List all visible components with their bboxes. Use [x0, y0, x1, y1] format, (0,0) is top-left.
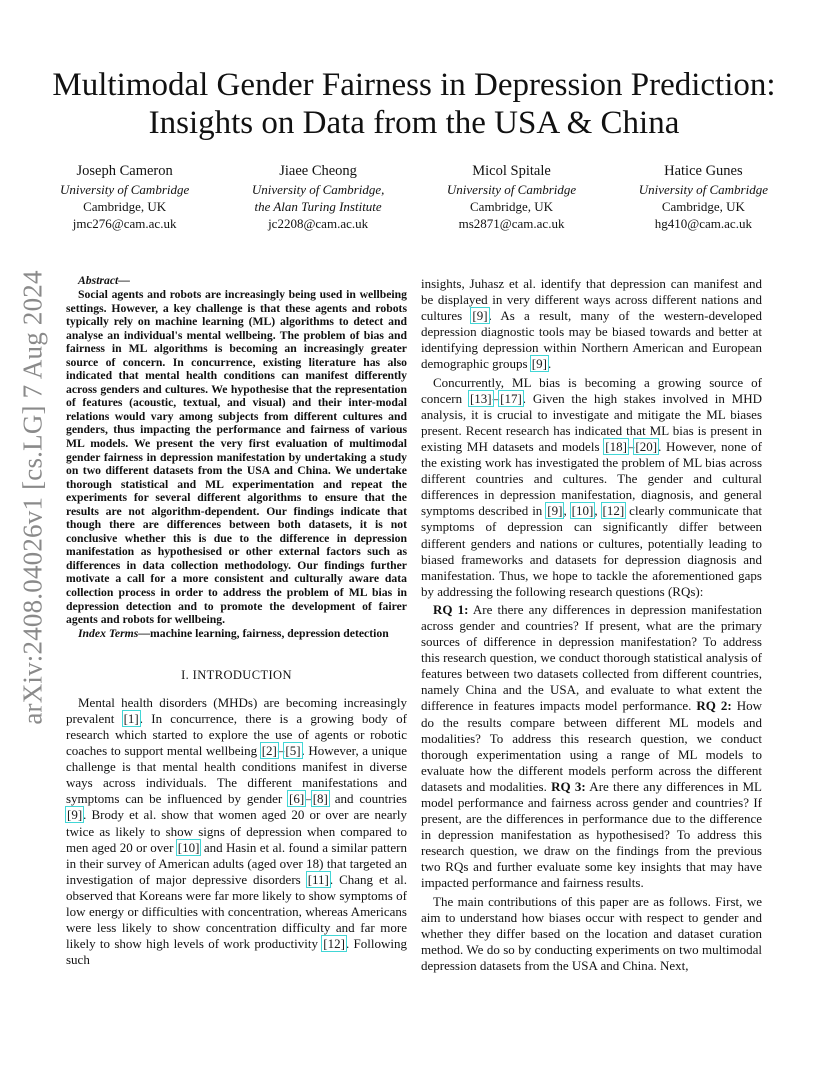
citation-link[interactable]: [6]: [289, 791, 305, 807]
author-2: [252, 162, 385, 232]
author-affiliation: University of Cambridge: [60, 182, 190, 197]
citation-link[interactable]: [9]: [547, 503, 563, 519]
citation-link[interactable]: [9]: [67, 807, 83, 823]
contributions-paragraph: The main contributions of this paper are as follows. First, we aim to understand how biases occur with respect to gender and whether they differ based on the location and dataset curation method. We do so by conducting experiments on two multimodal depression datasets from the USA and China. Next,: [421, 893, 762, 973]
author-3: [447, 162, 576, 232]
ml-bias-paragraph: Concurrently, ML bias is becoming a growing source of concern [13]–[17]. Given the high stakes involved in MHD analysis, it is crucial to investigate and mitigate the ML biases present. Recent research has indicated that ML bias is present in existing MH datasets and models [18]–[20]. However, none of the existing work has investigated the problem of ML bias across different countries and cultures. The gender and cultural differences in depression manifestation, diagnosis, and general symptoms described in [9], [10], [12] clearly communicate that symptoms of depression can significantly differ between different genders and nations or cultures, potentially leading to biased frameworks and datasets for depression diagnosis and manifestation. Thus, we hope to tackle the aforementioned gaps by addressing the following research questions (RQs):: [421, 374, 763, 599]
right-column: [421, 276, 762, 974]
section-heading-introduction: I. INTRODUCTION: [181, 667, 292, 682]
abstract-text: Social agents and robots are increasingly being used in wellbeing settings. However, a key challenge is that these agents and robots typically rely on machine learning (ML) algorithms to detect and analyse an individual's mental wellbeing. The problem of bias and fairness in ML algorithms is becoming an increasingly greater source of concern. In concurrence, existing literature has also indicated that mental health conditions can manifest differently across genders and cultures. We hypothesise that the representation of features (acoustic, textual, and visual) and their inter-modal relations would vary among subjects from different cultures and genders, thus impacting the performance and fairness of various ML models. We present the very first evaluation of multimodal gender fairness in depression manifestation by undertaking a study on two different datasets from the USA and China. We undertake thorough statistical and ML experimentation and repeat the experiments for several different algorithms to ensure that the results are not algorithm-dependent. Our findings indicate that though there are differences between both datasets, it is not conclusive whether this is due to the difference in depression manifestation as hypothesised or other external factors such as differences in data collection methodology. Our findings further motivate a call for a more consistent and culturally aware data collection process in order to address the problem of ML bias in depression detection and to promote the development of fairer agents and robots for wellbeing.: [66, 288, 407, 627]
citation-link[interactable]: [12]: [602, 503, 625, 519]
research-question-label: RQ 1:: [433, 601, 469, 617]
arxiv-identifier-text: arXiv:2408.04026v1 [cs.LG] 7 Aug 2024: [17, 269, 48, 725]
citation-link[interactable]: [11]: [307, 871, 329, 887]
author-name: Joseph Cameron: [76, 163, 173, 179]
left-column: [66, 274, 407, 968]
intro-paragraph: Mental health disorders (MHDs) are becoming increasingly prevalent [1]. In concurrence, there is a growing body of research which started to explore the use of agents or robotic coaches to support mental wellbeing [2]–[5]. However, a unique challenge is that mental health conditions manifest in diverse ways across individuals. The different manifestations and symptoms can be influenced by gender [6]–[8] and countries [9]. Brody et al. show that women aged 20 or over are nearly twice as likely to show signs of depression when compared to men aged 20 or over [10] and Hasin et al. found a similar pattern in their survey of American adults (aged over 18) that targeted an investigation of major depressive disorders [11]. Chang et al. observed that Koreans were far more likely to show symptoms of low energy or difficulties with concentration, whereas Americans were less likely to show concentration difficulty and far more likely to show high levels of work productivity [12]. Following such: [66, 694, 408, 968]
author-1: [60, 162, 189, 232]
author-name: Hatice Gunes: [664, 163, 743, 179]
intro-paragraph-continued: insights, Juhasz et al. identify that depression can manifest and be displayed in very different ways across different nations and cultures [9]. As a result, many of the western-developed depression diagnostic tools may be biased towards and better at identifying depression within Northern American and European demographic groups [9].: [421, 276, 762, 372]
author-location: Cambridge, UK: [83, 199, 167, 214]
citation-link[interactable]: [1]: [123, 710, 139, 726]
author-name: Jiaee Cheong: [279, 163, 357, 179]
author-email: ms2871@cam.ac.uk: [458, 216, 565, 231]
index-terms-label: Index Terms: [78, 626, 139, 640]
citation-link[interactable]: [18]: [605, 438, 627, 454]
citation-link[interactable]: [10]: [177, 839, 200, 855]
citation-link[interactable]: [5]: [285, 743, 301, 759]
arxiv-identifier: [14, 262, 52, 732]
citation-link[interactable]: [13]: [469, 390, 492, 406]
author-location: Cambridge, UK: [470, 199, 554, 214]
research-question-label: RQ 2:: [696, 698, 732, 714]
citation-link[interactable]: [9]: [531, 356, 547, 372]
citation-link[interactable]: [10]: [571, 503, 594, 519]
citation-link[interactable]: [12]: [323, 936, 345, 952]
abstract-label: Abstract—: [78, 274, 130, 287]
author-affiliation: University of Cambridge,: [251, 182, 385, 197]
author-4: [639, 162, 768, 232]
citation-link[interactable]: [8]: [312, 791, 328, 807]
citation-link[interactable]: [9]: [472, 308, 488, 324]
citation-link[interactable]: [17]: [500, 390, 522, 406]
author-affiliation: University of Cambridge: [446, 182, 577, 197]
research-questions-paragraph: RQ 1: Are there any differences in depression manifestation across gender and countries? If present, what are the primary sources of difference in depression manifestation? To address this research question, we conduct thorough statistical analysis of features between two datasets collected from different countries, namely China and the USA, and evaluate to what extent the difference in features impacts model performance. RQ 2: How do the results compare between different ML models and modalities? To address this research question, we conduct thorough experimentation using a range of ML models to evaluate how the different models perform across the different datasets and modalities. RQ 3: Are there any differences in ML model performance and fairness across gender and countries? If present, are the differences in performance due to the difference in depression manifestation as hypothesised? To address this research question, we draw on the findings from the previous two RQs and further evaluate some key insights that may have impacted performance and fairness results.: [421, 601, 762, 891]
research-question-label: RQ 3:: [551, 778, 586, 794]
citation-link[interactable]: [2]: [261, 743, 277, 759]
author-name: Micol Spitale: [472, 163, 551, 179]
author-email: jmc276@cam.ac.uk: [72, 216, 177, 231]
citation-link[interactable]: [20]: [635, 438, 658, 454]
author-affiliation-2: the Alan Turing Institute: [254, 199, 382, 214]
paper-title: Multimodal Gender Fairness in Depression Prediction: Insights on Data from the USA & China: [52, 67, 776, 141]
author-location: Cambridge, UK: [661, 199, 745, 214]
author-affiliation: University of Cambridge: [638, 182, 768, 197]
author-email: hg410@cam.ac.uk: [654, 216, 752, 231]
index-terms-text: —machine learning, fairness, depression detection: [138, 626, 389, 640]
index-terms: [66, 627, 407, 641]
author-email: jc2208@cam.ac.uk: [268, 216, 369, 231]
author-block: [60, 162, 768, 232]
